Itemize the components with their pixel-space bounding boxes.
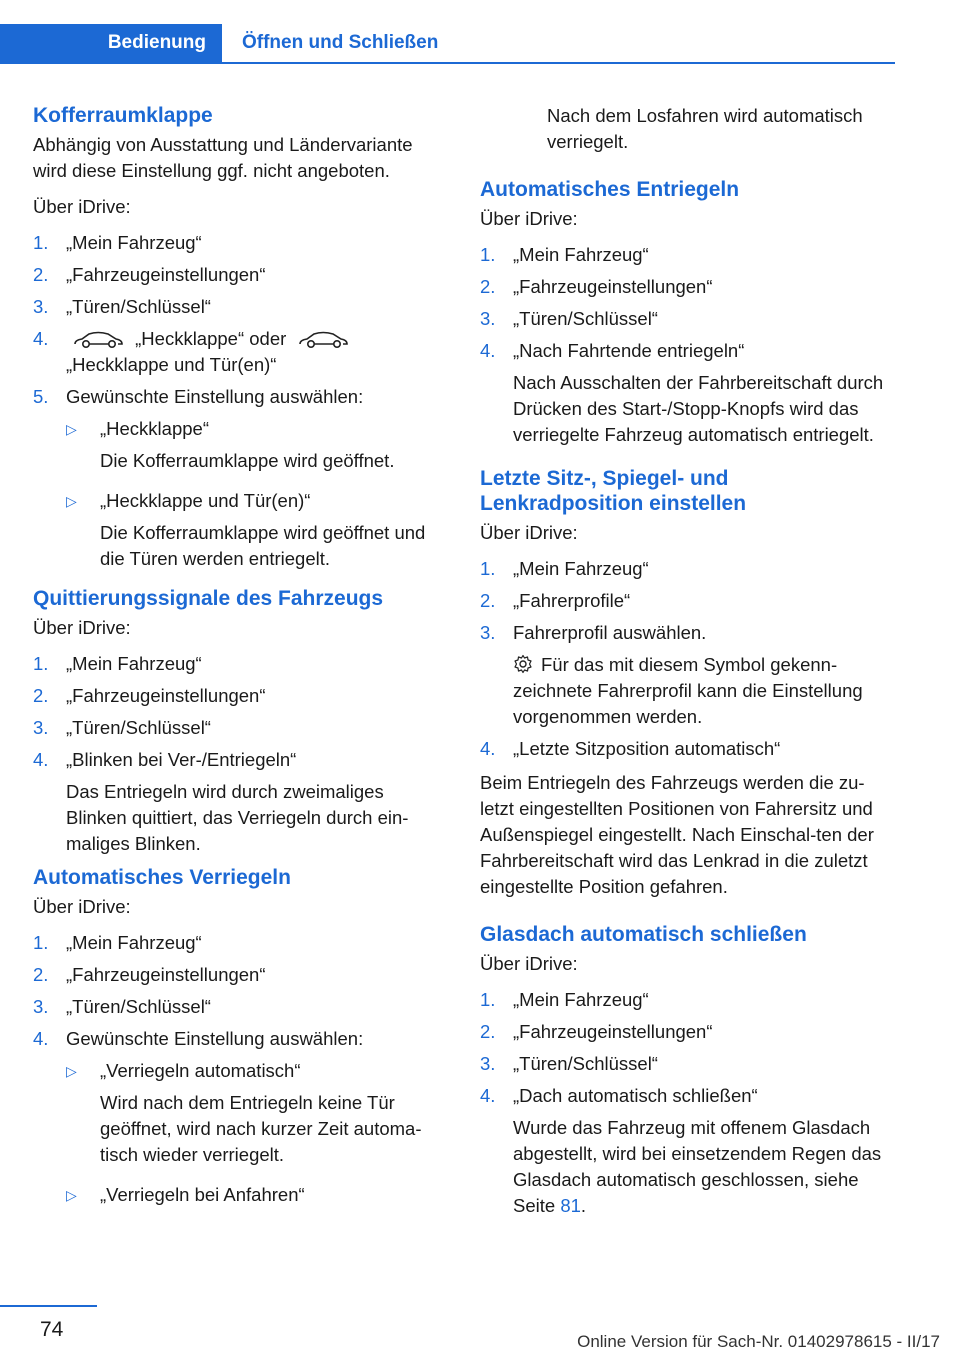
list-item	[480, 1019, 895, 1045]
section-title: Quittierungssignale des Fahrzeugs	[33, 587, 384, 610]
step-number: 2.	[33, 264, 49, 285]
step-number: 4.	[480, 738, 496, 759]
step-number: 4.	[33, 1028, 49, 1049]
list-item	[480, 1051, 895, 1077]
triangle-bullet-icon: ▷	[66, 1187, 77, 1203]
section-automatisches-entriegeln	[480, 177, 895, 448]
step-text: Fahrerprofil auswählen.	[513, 622, 707, 643]
step-text: „Letzte Sitzposition automatisch“	[513, 738, 781, 759]
step-list	[33, 930, 448, 1208]
list-item	[33, 1026, 448, 1208]
step-number: 4.	[33, 749, 49, 770]
step-text: „Türen/Schlüssel“	[66, 996, 211, 1017]
option-label: „Heckklappe und Tür(en)“	[100, 490, 311, 511]
list-item	[33, 294, 448, 320]
step-text: „Mein Fahrzeug“	[513, 989, 649, 1010]
note-period: .	[580, 1195, 587, 1216]
option-label: „Verriegeln bei Anfahren“	[100, 1184, 305, 1205]
step-number: 1.	[480, 558, 496, 579]
list-item	[480, 556, 895, 582]
continued-option-desc: Nach dem Losfahren wird automatisch verriegelt.	[547, 105, 863, 152]
footer-rule	[0, 1305, 97, 1307]
list-item	[480, 987, 895, 1013]
option-item	[66, 1058, 448, 1168]
car-tailgate-doors-icon	[297, 330, 349, 350]
step-list	[480, 242, 895, 448]
section-title: Automatisches Verriegeln	[33, 866, 291, 889]
step-text: Gewünschte Einstellung auswählen:	[66, 386, 364, 407]
step-text: „Fahrzeugeinstellungen“	[66, 964, 266, 985]
step-text: „Heckklappe“ oder	[135, 328, 287, 349]
list-item	[33, 747, 448, 857]
gear-icon	[513, 654, 533, 674]
step-number: 4.	[480, 340, 496, 361]
step-list	[480, 556, 895, 762]
via-idrive: Über iDrive:	[480, 522, 578, 543]
step-list	[33, 651, 448, 857]
step-text: „Mein Fahrzeug“	[513, 244, 649, 265]
option-label: „Heckklappe“	[100, 418, 209, 439]
car-tailgate-icon	[72, 330, 124, 350]
list-item	[480, 242, 895, 268]
list-item	[480, 736, 895, 762]
step-number: 3.	[33, 996, 49, 1017]
list-item	[33, 262, 448, 288]
outro-text: Beim Entriegeln des Fahrzeugs werden die zu-letzt eingestellten Positionen von Fahrersitz und Außenspiegel eingestellt. Nach Einschal-ten der Fahrbereitschaft wird das Lenkrad in die zuletzt eingestellte Position gefahren.	[480, 772, 874, 897]
step-number: 3.	[480, 308, 496, 329]
triangle-bullet-icon: ▷	[66, 421, 77, 437]
list-item	[480, 338, 895, 448]
via-idrive: Über iDrive:	[33, 617, 131, 638]
step-number: 1.	[33, 932, 49, 953]
section-automatisches-verriegeln	[33, 865, 448, 1208]
via-idrive: Über iDrive:	[33, 896, 131, 917]
step-number: 2.	[480, 1021, 496, 1042]
step-number: 2.	[480, 590, 496, 611]
list-item	[480, 274, 895, 300]
step-text: „Türen/Schlüssel“	[66, 296, 211, 317]
step-number: 3.	[480, 1053, 496, 1074]
list-item	[33, 994, 448, 1020]
list-item	[480, 306, 895, 332]
step-note: Das Entriegeln wird durch zweimaliges Blinken quittiert, das Verriegeln durch ein-maliges Blinken.	[66, 781, 409, 854]
list-item	[33, 683, 448, 709]
step-text: „Fahrerprofile“	[513, 590, 631, 611]
option-item	[66, 416, 448, 474]
via-idrive: Über iDrive:	[480, 208, 578, 229]
online-version-text: Online Version für Sach-Nr. 01402978615 - II/17	[577, 1332, 940, 1351]
step-number: 1.	[33, 653, 49, 674]
option-desc: Wird nach dem Entriegeln keine Tür geöffnet, wird nach kurzer Zeit automa-tisch wieder verriegelt.	[100, 1092, 422, 1165]
section-title: Kofferraumklappe	[33, 104, 213, 127]
step-note: Nach Ausschalten der Fahrbereitschaft durch Drücken des Start-/Stopp-Knopfs wird das verriegelte Fahrzeug automatisch entriegelt.	[513, 372, 884, 445]
option-item	[66, 488, 448, 572]
via-idrive: Über iDrive:	[480, 953, 578, 974]
step-number: 3.	[33, 296, 49, 317]
option-item	[66, 1182, 448, 1208]
step-text: „Mein Fahrzeug“	[66, 932, 202, 953]
step-number: 2.	[480, 276, 496, 297]
step-note: Für das mit diesem Symbol gekenn-zeichnete Fahrerprofil kann die Einstellung vorgenommen werden.	[513, 654, 863, 727]
step-text: „Mein Fahrzeug“	[513, 558, 649, 579]
list-item	[33, 384, 448, 572]
section-letzte-sitzposition	[480, 466, 895, 900]
list-item	[33, 230, 448, 256]
header-tabs	[0, 24, 895, 64]
triangle-bullet-icon: ▷	[66, 1063, 77, 1079]
step-number: 1.	[480, 989, 496, 1010]
triangle-bullet-icon: ▷	[66, 493, 77, 509]
step-note-wrap	[513, 652, 895, 730]
step-number: 3.	[480, 622, 496, 643]
list-item	[480, 620, 895, 730]
left-column	[33, 103, 448, 1222]
step-text: „Türen/Schlüssel“	[66, 717, 211, 738]
list-item	[33, 962, 448, 988]
step-text: „Türen/Schlüssel“	[513, 1053, 658, 1074]
option-desc: Die Kofferraumklappe wird geöffnet.	[100, 450, 395, 471]
section-quittierungssignale	[33, 586, 448, 857]
step-number: 1.	[480, 244, 496, 265]
note-text: Wurde das Fahrzeug mit offenem Glasdach abgestellt, wird bei einsetzendem Regen das Glasdach automatisch geschlossen, siehe Seite	[513, 1117, 882, 1216]
via-idrive: Über iDrive:	[33, 196, 131, 217]
step-note	[513, 1115, 895, 1219]
list-item	[480, 1083, 895, 1219]
list-item	[480, 588, 895, 614]
step-text: „Mein Fahrzeug“	[66, 232, 202, 253]
step-text: „Türen/Schlüssel“	[513, 308, 658, 329]
step-text: „Fahrzeugeinstellungen“	[513, 276, 713, 297]
list-item	[33, 930, 448, 956]
step-text: „Heckklappe und Tür(en)“	[66, 354, 277, 375]
section-kofferraumklappe	[33, 103, 448, 572]
section-title: Glasdach automatisch schließen	[480, 923, 807, 946]
step-text: „Mein Fahrzeug“	[66, 653, 202, 674]
step-number: 4.	[480, 1085, 496, 1106]
step-number: 3.	[33, 717, 49, 738]
step-list	[33, 230, 448, 572]
step-number: 1.	[33, 232, 49, 253]
step-text: „Dach automatisch schließen“	[513, 1085, 758, 1106]
step-text: „Nach Fahrtende entriegeln“	[513, 340, 745, 361]
option-list	[66, 1058, 448, 1208]
step-text: „Fahrzeugeinstellungen“	[66, 685, 266, 706]
option-list	[66, 416, 448, 572]
option-desc: Die Kofferraumklappe wird geöffnet und die Türen werden entriegelt.	[100, 522, 426, 569]
step-number: 5.	[33, 386, 49, 407]
step-number: 4.	[33, 328, 49, 349]
step-number: 2.	[33, 964, 49, 985]
step-list	[480, 987, 895, 1219]
list-item	[33, 651, 448, 677]
tab-oeffnen-schliessen[interactable]: Öffnen und Schließen	[242, 32, 439, 53]
option-label: „Verriegeln automatisch“	[100, 1060, 301, 1081]
page-number: 74	[40, 1318, 64, 1341]
section-title: Automatisches Entriegeln	[480, 178, 740, 201]
tab-bedienung[interactable]: Bedienung	[0, 24, 222, 62]
step-number: 2.	[33, 685, 49, 706]
step-text: „Blinken bei Ver-/Entriegeln“	[66, 749, 297, 770]
list-item	[33, 326, 448, 378]
page-reference-link[interactable]: 81	[560, 1195, 581, 1216]
section-glasdach	[480, 922, 895, 1219]
right-column	[480, 103, 895, 1227]
step-text: „Fahrzeugeinstellungen“	[513, 1021, 713, 1042]
step-text: „Fahrzeugeinstellungen“	[66, 264, 266, 285]
section-title: Letzte Sitz-, Spiegel- und Lenkradposition einstellen	[480, 467, 747, 515]
intro-text: Abhängig von Ausstattung und Ländervariante wird diese Einstellung ggf. nicht angeboten.	[33, 134, 413, 181]
step-text: Gewünschte Einstellung auswählen:	[66, 1028, 364, 1049]
list-item	[33, 715, 448, 741]
